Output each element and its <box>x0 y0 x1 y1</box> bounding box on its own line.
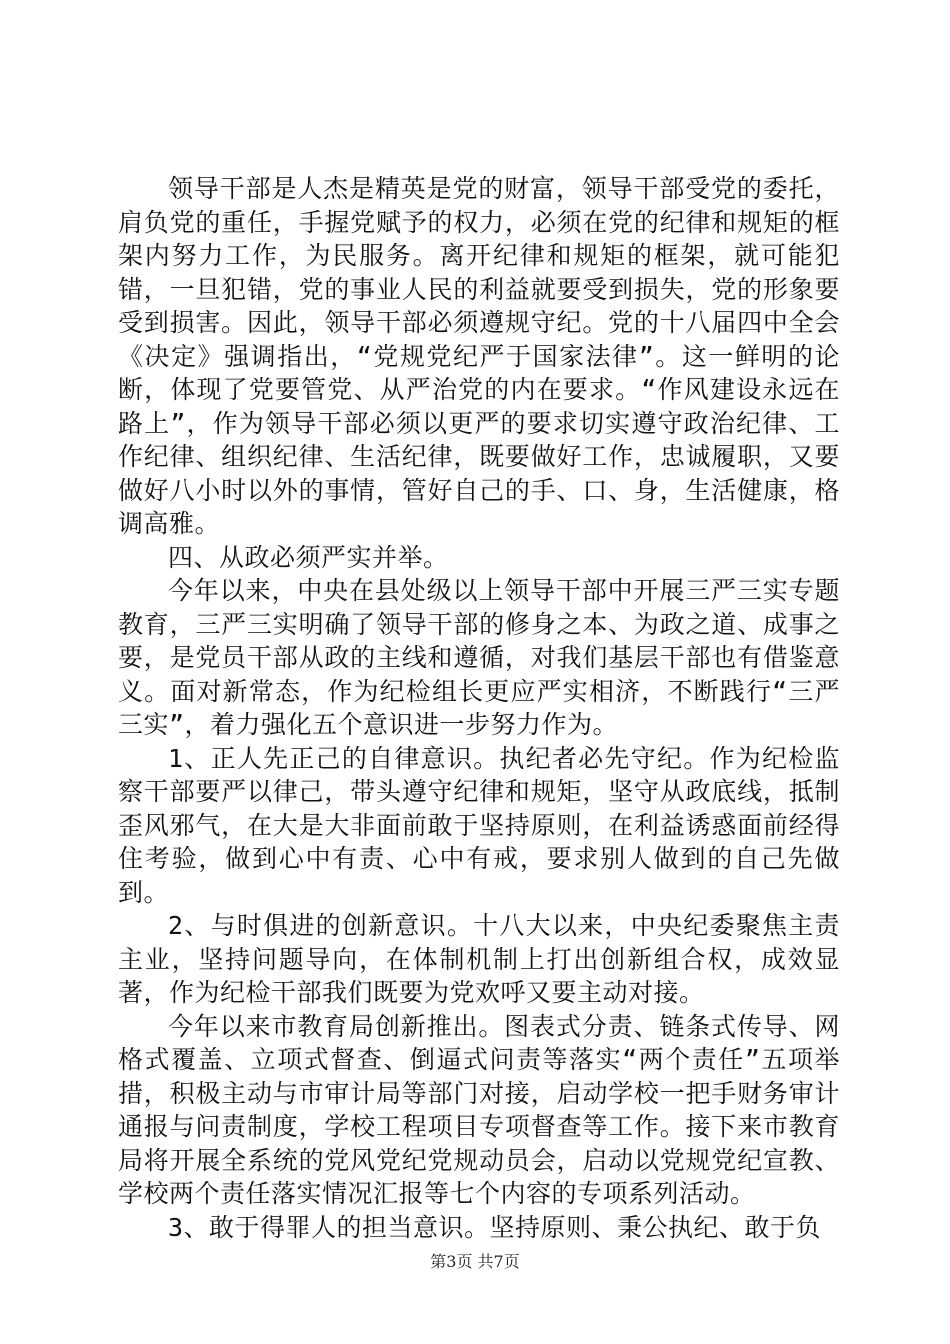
paragraph-1: 领导干部是人杰是精英是党的财富，领导干部受党的委托，肩负党的重任，手握党赋予的权力，必须在党的纪律和规矩的框架内努力工作，为民服务。离开纪律和规矩的框架，就可能犯错，一旦犯错，党的事业人民的利益就要受到损失，党的形象要受到损害。因此，领导干部必须遵规守纪。党的十八届四中全会《决定》强调指出，“党规党纪严于国家法律”。这一鲜明的论断，体现了党要管党、从严治党的内在要求。“作风建设永远在路上”，作为领导干部必须以更严的要求切实遵守政治纪律、工作纪律、组织纪律、生活纪律，既要做好工作，忠诚履职，又要做好八小时以外的事情，管好自己的手、口、身，生活健康，格调高雅。 <box>118 174 840 538</box>
list-item-2: 2、与时俱进的创新意识。十八大以来，中央纪委聚焦主责主业，坚持问题导向，在体制机制上打出创新组合权，成效显著，作为纪检干部我们既要为党欢呼又要主动对接。 <box>118 911 840 1007</box>
section-heading-4: 四、从政必须严实并举。 <box>168 542 449 572</box>
list-item-3: 3、敢于得罪人的担当意识。坚持原则、秉公执纪、敢于负 <box>168 1212 822 1242</box>
page-number-footer: 第3页 共7页 <box>430 1252 520 1271</box>
document-body <box>118 172 840 1244</box>
paragraph-2: 今年以来，中央在县处级以上领导干部中开展三严三实专题教育，三严三实明确了领导干部的修身之本、为政之道、成事之要，是党员干部从政的主线和遵循，对我们基层干部也有借鉴意义。面对新常态，作为纪检组长更应严实相济，不断践行“三严三实”，着力强化五个意识进一步努力作为。 <box>118 576 840 739</box>
paragraph-3: 今年以来市教育局创新推出。图表式分责、链条式传导、网格式覆盖、立项式督查、倒逼式问责等落实“两个责任”五项举措，积极主动与市审计局等部门对接，启动学校一把手财务审计通报与问责制度，学校工程项目专项督查等工作。接下来市教育局将开展全系统的党风党纪党规动员会，启动以党规党纪宣教、学校两个责任落实情况汇报等七个内容的专项系列活动。 <box>118 1011 840 1208</box>
list-item-1: 1、正人先正己的自律意识。执纪者必先守纪。作为纪检监察干部要严以律己，带头遵守纪律和规矩，坚守从政底线，抵制歪风邪气，在大是大非面前敢于坚持原则，在利益诱惑面前经得住考验，做到心中有责、心中有戒，要求别人做到的自己先做到。 <box>118 743 840 907</box>
